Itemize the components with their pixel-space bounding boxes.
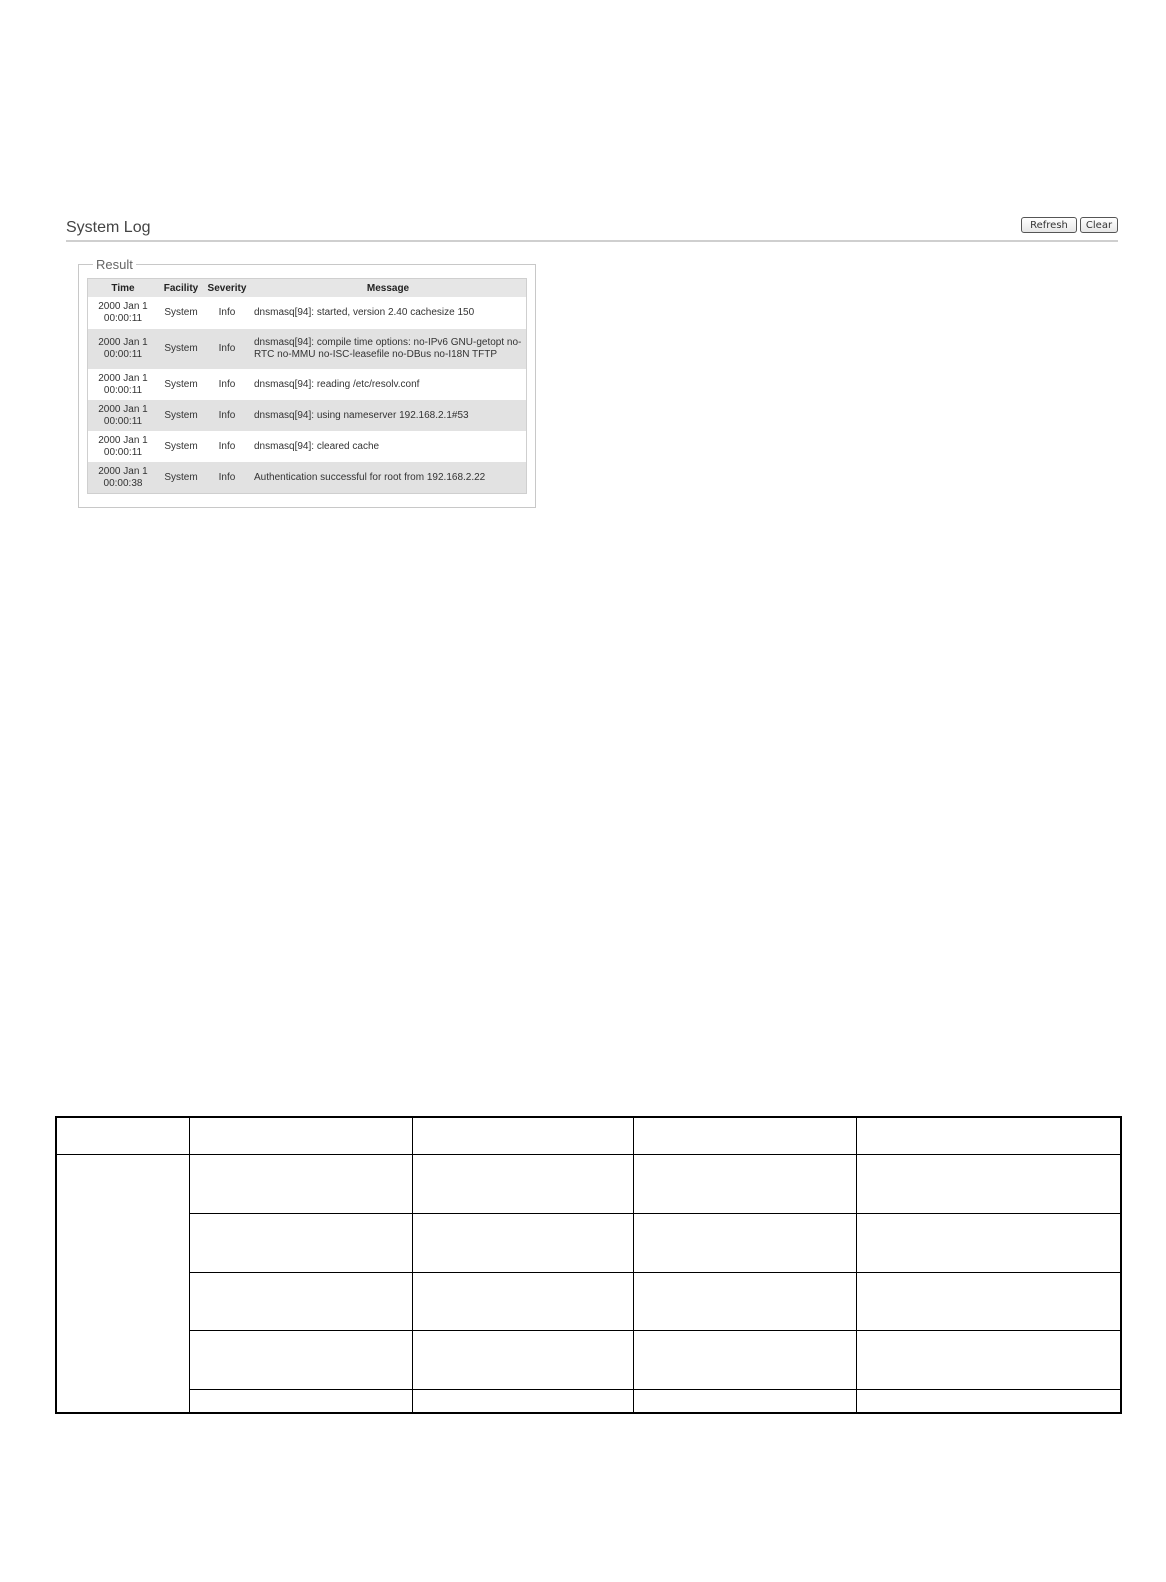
column-header-facility: Facility xyxy=(158,279,204,298)
table-row xyxy=(88,400,527,431)
document-table-cell xyxy=(190,1272,413,1331)
page-title: System Log xyxy=(66,219,151,236)
log-date: 2000 Jan 1 xyxy=(98,465,148,477)
document-table-cell xyxy=(634,1213,857,1272)
document-table-merged-cell xyxy=(56,1155,190,1413)
document-table-cell xyxy=(190,1213,413,1272)
table-row xyxy=(88,329,527,369)
log-date: 2000 Jan 1 xyxy=(98,301,148,312)
column-header-message: Message xyxy=(250,279,527,298)
document-table-cell xyxy=(190,1389,413,1413)
document-table-row xyxy=(56,1389,1121,1413)
severity-cell: Info xyxy=(204,400,250,431)
facility-cell: System xyxy=(158,431,204,462)
log-time: 00:00:11 xyxy=(103,415,143,427)
refresh-button[interactable]: Refresh xyxy=(1021,217,1077,233)
empty-document-table xyxy=(55,1116,1122,1414)
log-date: 2000 Jan 1 xyxy=(98,337,148,348)
message-cell: dnsmasq[94]: started, version 2.40 cachesize 150 xyxy=(250,297,527,329)
log-time: 00:00:11 xyxy=(103,446,143,458)
time-cell xyxy=(88,369,159,400)
document-table-cell xyxy=(634,1389,857,1413)
facility-cell: System xyxy=(158,369,204,400)
result-legend: Result xyxy=(93,257,136,272)
clear-button[interactable]: Clear xyxy=(1080,217,1118,233)
document-table-cell xyxy=(634,1272,857,1331)
facility-cell: System xyxy=(158,297,204,329)
document-table-cell xyxy=(190,1117,413,1155)
facility-cell: System xyxy=(158,462,204,494)
document-table-cell xyxy=(634,1117,857,1155)
result-panel xyxy=(78,257,536,508)
document-table-cell xyxy=(856,1213,1121,1272)
document-table-cell xyxy=(634,1331,857,1390)
document-table-cell xyxy=(412,1389,634,1413)
document-table-header-row xyxy=(56,1117,1121,1155)
log-date: 2000 Jan 1 xyxy=(98,434,148,446)
message-cell: Authentication successful for root from 192.168.2.22 xyxy=(250,462,527,494)
document-table-cell xyxy=(856,1272,1121,1331)
log-time: 00:00:38 xyxy=(103,477,143,489)
document-table-row xyxy=(56,1213,1121,1272)
facility-cell: System xyxy=(158,400,204,431)
message-cell: dnsmasq[94]: compile time options: no-IPv6 GNU-getopt no-RTC no-MMU no-ISC-leasefile no-DBus no-I18N TFTP xyxy=(250,329,527,369)
column-header-time: Time xyxy=(88,279,159,298)
facility-cell: System xyxy=(158,329,204,369)
log-time: 00:00:11 xyxy=(103,313,143,324)
time-cell xyxy=(88,297,159,329)
document-table-cell xyxy=(856,1155,1121,1214)
severity-cell: Info xyxy=(204,462,250,494)
message-cell: dnsmasq[94]: using nameserver 192.168.2.1#53 xyxy=(250,400,527,431)
log-date: 2000 Jan 1 xyxy=(98,403,148,415)
document-table-cell xyxy=(190,1331,413,1390)
document-table-cell xyxy=(412,1272,634,1331)
severity-cell: Info xyxy=(204,369,250,400)
document-table-cell xyxy=(56,1117,190,1155)
time-cell xyxy=(88,400,159,431)
table-row xyxy=(88,462,527,494)
severity-cell: Info xyxy=(204,329,250,369)
message-cell: dnsmasq[94]: reading /etc/resolv.conf xyxy=(250,369,527,400)
document-table-cell xyxy=(412,1331,634,1390)
severity-cell: Info xyxy=(204,431,250,462)
log-date: 2000 Jan 1 xyxy=(98,372,148,384)
system-log-header xyxy=(66,214,1118,242)
document-table-cell xyxy=(856,1331,1121,1390)
document-table-cell xyxy=(856,1117,1121,1155)
document-table-cell xyxy=(856,1389,1121,1413)
document-table-row xyxy=(56,1331,1121,1390)
log-time: 00:00:11 xyxy=(103,384,143,396)
message-cell: dnsmasq[94]: cleared cache xyxy=(250,431,527,462)
column-header-severity: Severity xyxy=(204,279,250,298)
document-table-cell xyxy=(412,1213,634,1272)
log-table-header-row xyxy=(88,279,527,298)
table-row xyxy=(88,369,527,400)
log-table xyxy=(87,278,527,494)
time-cell xyxy=(88,329,159,369)
time-cell xyxy=(88,431,159,462)
document-table-cell xyxy=(190,1155,413,1214)
document-table-cell xyxy=(634,1155,857,1214)
document-table-row xyxy=(56,1155,1121,1214)
table-row xyxy=(88,431,527,462)
severity-cell: Info xyxy=(204,297,250,329)
log-time: 00:00:11 xyxy=(103,349,143,360)
document-table-row xyxy=(56,1272,1121,1331)
document-table-cell xyxy=(412,1155,634,1214)
time-cell xyxy=(88,462,159,494)
table-row xyxy=(88,297,527,329)
document-table-cell xyxy=(412,1117,634,1155)
